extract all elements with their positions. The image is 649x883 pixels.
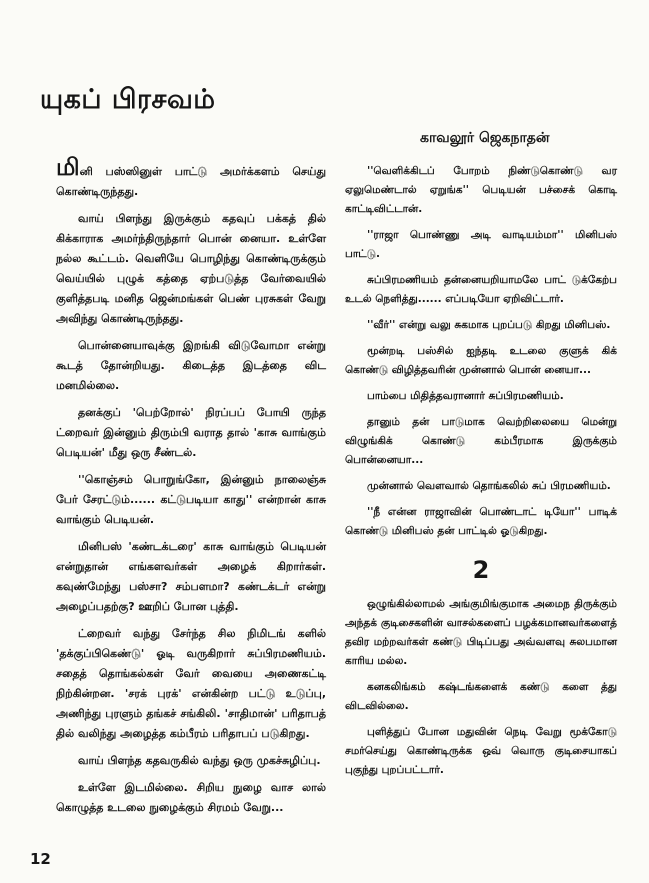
paragraph: சுப்பிரமணியம் தன்னையறியாமலே பாட் டுக்கேற்ப உடல் நெளித்து...... எப்படியோ ஏறிவிட்டார். <box>345 274 617 305</box>
paragraph: ''கொஞ்சம் பொறுங்கோ, இன்னும் நாலைஞ்சு பேர் சேரட்டும்...... கட்டுபடியா காது'' என்றான் காசு வாங்கும் பெடியன். <box>56 473 326 526</box>
paragraph: தானும் தன் பாடுமாக வெற்றிலையை மென்று விழுங்கிக் கொண்டு கம்பீரமாக இருக்கும் பொன்னையா... <box>345 416 617 466</box>
paragraph: பாம்பை மிதித்தவரானார் சுப்பிரமணியம். <box>367 390 564 402</box>
paragraph: உள்ளே இடமில்லை. சிறிய நுழை வாச லால் கொழுத்த உடலை நுழைக்கும் சிரமம் வேறு... <box>56 781 326 814</box>
paragraph: ட்றைவர் வந்து சேர்ந்த சில நிமிடங் களில் 'தக்குப்பிகெண்டு' ஓடி வருகிறார் சுப்பிரமணியம். சதைத் தொங்கல்கள் வேர் வையை அணைகட்டி நிற்கின்றன. 'சரக் புரக்' என்கின்ற பட்டு உடுப்பு, அணிந்து புரளும் தங்கச் சங்கிலி. 'சாதிமான்' பரிதாபத் தில் வலிந்து அழைத்த கம்பீரம் பரிதாபப் படுகிறது. <box>56 627 326 740</box>
drop-cap: மி <box>56 153 80 181</box>
paragraph: மூன்றடி பஸ்சில் ஐந்தடி உடலை குளுக் கிக் கொண்டு விழித்தவரின் முன்னால் பொன் னையா... <box>345 345 617 376</box>
opening-paragraph-text: னி பஸ்ஸினுள் பாட்டு அமர்க்களம் செய்து கொண்டிருந்தது. <box>56 165 326 198</box>
left-column <box>56 153 326 825</box>
paragraph: முன்னால் வௌவால் தொங்கலில் சுப் பிரமணியம். <box>367 480 611 492</box>
author-name: காவலூர் ஜெகநாதன் <box>420 130 550 146</box>
paragraph: ஒழுங்கில்லாமல் அங்குமிங்குமாக அமைந திருக்கும் அந்தக் குடிசைகளின் வாசல்களைப் பழக்கமானவர்களைத் தவிர மற்றவர்கள் கண்டு பிடிப்பது அவ்வளவு சுலபமான காரிய மல்ல. <box>345 598 617 667</box>
paragraph: கனகலிங்கம் கஷ்டங்களைக் கண்டு களை த்து விடவில்லை. <box>345 681 617 712</box>
section-number: 2 <box>472 556 490 584</box>
paragraph: ''நீ என்ன ராஜாவின் பொண்டாட் டியோ'' பாடிக் கொண்டு மினிபஸ் தன் பாட்டில் ஓடுகிறது. <box>345 506 617 537</box>
paragraph: தனக்குப் 'பெற்றோல்' நிரப்பப் போயி ருந்த ட்றைவர் இன்னும் திரும்பி வராத தால் 'காசு வாங்கும் பெடியன்' மீது ஒரு சீண்டல். <box>56 406 326 459</box>
paragraph: புளித்துப் போன மதுவின் நெடி வேறு மூக்கோடு சமர்செய்து கொண்டிருக்க ஒவ் வொரு குடிசையாகப் புகுந்து புறப்பட்டார். <box>345 726 617 776</box>
paragraph: பொன்னையாவுக்கு இறங்கி விடுவோமா என்று கூடத் தோன்றியது. கிடைத்த இடத்தை விட மனமில்லை. <box>56 339 326 392</box>
right-column <box>345 162 617 787</box>
opening-paragraph <box>56 153 326 202</box>
paragraph: ''வெளிக்கிடப் போறம் நிண்டுகொண்டு வர ஏலுமெண்டால் ஏறுங்க'' பெடியன் பச்சைக் கொடி காட்டிவிட்டான். <box>345 165 617 215</box>
story-title: யுகப் பிரசவம் <box>40 84 216 115</box>
paragraph: வாய் பிளந்து இருக்கும் கதவுப் பக்கத் தில் கிக்காராக அமர்ந்திருந்தார் பொன் னையா. உள்ளே நல்ல கூட்டம். வெளியே பொழிந்து கொண்டிருக்கும் வெய்யில் புழுக் கத்தை ஏற்படுத்த வேர்வையில் குளித்தபடி மனித ஜென்மங்கள் பெண் புரசுகள் வேறு அவிந்து கொண்டிருந்தது. <box>56 212 326 325</box>
paragraph: ''ராஜா பொண்ணு அடி வாடியம்மா'' மினிபஸ் பாட்டு. <box>345 229 617 260</box>
paragraph: வாய் பிளந்த கதவருகில் வந்து ஒரு முகச்சுழிப்பு. <box>78 754 321 767</box>
paragraph: ''வீர்'' என்று வலு சுகமாக புறப்படு கிறது மினிபஸ். <box>367 319 611 331</box>
page-number: 12 <box>30 850 51 868</box>
paragraph: மினிபஸ் 'கண்டக்டரை' காசு வாங்கும் பெடியன் என்றுதான் எங்களவர்கள் அழைக் கிறார்கள். கவுண்மேந்து பஸ்சா? சம்பளமா? கண்டக்டர் என்று அழைப்பதற்கு? ஊறிப் போன புத்தி. <box>56 540 326 613</box>
